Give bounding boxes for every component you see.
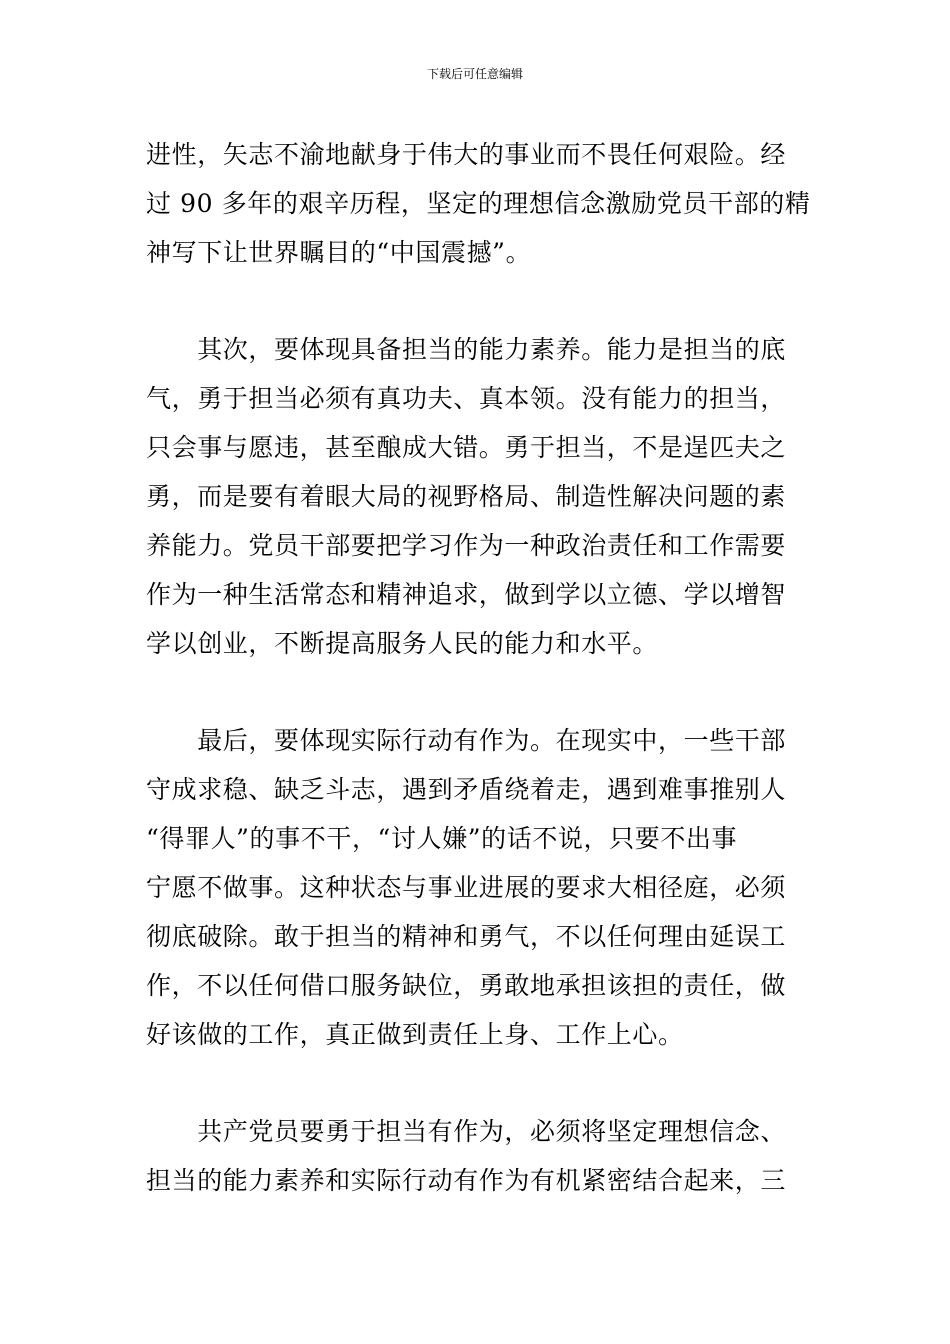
paragraph-1 (146, 130, 810, 277)
text-line: 彻底破除。敢于担当的精神和勇气，不以任何理由延误工 (146, 922, 787, 951)
text-line: 过 90 多年的艰辛历程，坚定的理想信念激励党员干部的精 (146, 189, 811, 218)
text-line: 神写下让世界瞩目的“中国震撼”。 (146, 238, 532, 267)
paragraph-spacer (146, 668, 810, 716)
text-line: “得罪人”的事不干，“讨人嫌”的话不说，只要不出事 (146, 824, 738, 853)
text-line: 只会事与愿违，甚至酿成大错。勇于担当，不是逞匹夫之 (146, 433, 787, 462)
text-line: 守成求稳、缺乏斗志，遇到矛盾绕着走，遇到难事推别人 (146, 775, 787, 804)
document-body (146, 130, 810, 1205)
text-line: 共产党员要勇于担当有作为，必须将坚定理想信念、 (146, 1117, 787, 1146)
text-line: 担当的能力素养和实际行动有作为有机紧密结合起来，三 (146, 1166, 787, 1195)
text-line: 最后，要体现实际行动有作为。在现实中，一些干部 (146, 726, 787, 755)
paragraph-spacer (146, 1059, 810, 1107)
paragraph-2 (146, 325, 810, 668)
text-line: 气，勇于担当必须有真功夫、真本领。没有能力的担当， (146, 384, 787, 413)
paragraph-spacer (146, 277, 810, 325)
paragraph-3 (146, 716, 810, 1059)
text-line: 勇，而是要有着眼大局的视野格局、制造性解决问题的素 (146, 482, 787, 511)
text-line: 宁愿不做事。这种状态与事业进展的要求大相径庭，必须 (146, 873, 787, 902)
text-line: 好该做的工作，真正做到责任上身、工作上心。 (146, 1020, 684, 1049)
text-line: 进性，矢志不渝地献身于伟大的事业而不畏任何艰险。经 (146, 140, 787, 169)
text-line: 作，不以任何借口服务缺位，勇敢地承担该担的责任，做 (146, 971, 787, 1000)
text-line: 养能力。党员干部要把学习作为一种政治责任和工作需要 (146, 531, 787, 560)
text-line: 其次，要体现具备担当的能力素养。能力是担当的底 (146, 335, 787, 364)
text-line: 作为一种生活常态和精神追求，做到学以立德、学以增智 (146, 580, 787, 609)
paragraph-4 (146, 1107, 810, 1205)
text-line: 学以创业，不断提高服务人民的能力和水平。 (146, 629, 659, 658)
page-header: 下载后可任意编辑 (426, 67, 523, 81)
